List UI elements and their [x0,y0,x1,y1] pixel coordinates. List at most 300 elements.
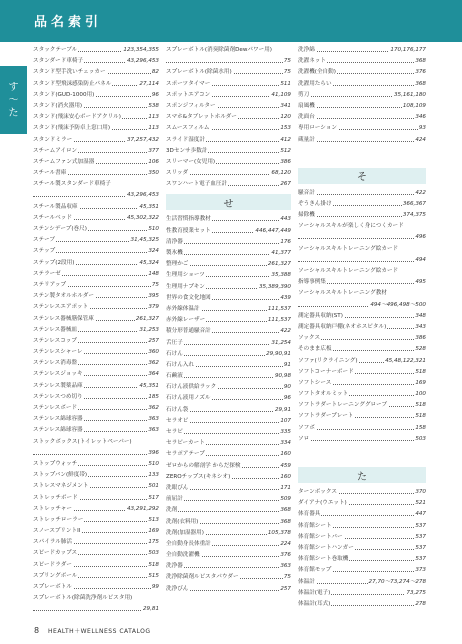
entry-pages: 176 [279,237,291,248]
entry-pages: 370 [414,487,426,498]
index-entry [298,188,426,199]
entry-pages: 368 [414,56,426,67]
entry-term: ステンレス器械皿 [33,325,78,336]
page-footer [34,626,150,635]
entry-term: 洗浄びん [166,584,189,595]
index-entry [33,224,159,235]
index-entry [298,389,426,400]
entry-pages: 510 [147,459,159,470]
index-entry [33,347,159,358]
index-entry [33,582,159,593]
index-entry [298,487,426,498]
index-entry [298,333,426,344]
leader-dots [298,440,426,441]
index-entry [33,459,159,470]
entry-pages: 45,324 [138,258,159,269]
entry-term: 洗剤(衣料用) [166,517,199,528]
index-entry [166,349,291,360]
index-entry [166,472,291,483]
index-entry [166,157,291,168]
index-entry [166,135,291,146]
entry-term: 前屈計 [166,494,184,505]
index-entry [166,584,291,595]
entry-pages: 257 [147,336,159,347]
index-entry [298,112,426,123]
entry-term: ソーシャルスキルトレーニング絵カード [298,266,399,277]
entry-pages: 113 [147,112,159,123]
entry-pages: 346 [414,112,426,123]
entry-pages: 29,81 [142,604,159,615]
entry-term: スタンダード車椅子 [33,56,84,67]
index-entry [33,369,159,380]
entry-term: ソフボ [298,423,316,434]
entry-pages: 45,351 [138,202,159,213]
index-entry [166,572,291,583]
index-entry [166,449,291,460]
index-entry [166,550,291,561]
entry-term: ソーシャルスキルトレーニング教材 [298,288,388,299]
entry-term: 洗濯ネット [298,56,327,67]
index-entry [298,423,426,434]
entry-term: ソフトラダートレーニンググローブ [298,400,388,411]
index-entry [298,378,426,389]
entry-pages: 45,48,122,321 [384,356,426,367]
entry-term: 洗剤 [166,505,178,516]
index-entry [33,414,159,425]
entry-term: ステーブ [33,235,56,246]
leader-dots [298,261,426,262]
entry-term: ストレッチローラー [33,515,84,526]
entry-term: ソックス [298,333,321,344]
entry-pages: 422 [414,188,426,199]
entry-pages: 518 [414,411,426,422]
entry-term: 生活習慣指導教材 [166,214,212,225]
entry-pages: 148 [147,269,159,280]
entry-term: セラピ [166,427,184,438]
entry-pages: 278 [414,599,426,610]
entry-term: ソロ [298,434,310,445]
entry-term: ZEROチップス(キネシオ) [166,472,231,483]
index-entry [33,403,159,414]
index-entry [33,157,159,168]
index-entry [33,314,159,325]
entry-term: 赤外線レーザー [166,315,206,326]
entry-pages: 335 [279,427,291,438]
entry-pages: 75 [283,67,291,78]
index-entry [298,232,426,243]
entry-pages: 517 [147,493,159,504]
entry-pages: 496 [414,232,426,243]
entry-pages: 348 [414,311,426,322]
index-entry [166,67,291,78]
entry-term: ストレスマネジメント [33,481,90,492]
index-entry [166,248,291,259]
index-entry [33,179,159,190]
entry-pages: 386 [414,333,426,344]
entry-term: スリーマー(女児用) [166,157,216,168]
index-column-3 [298,45,426,610]
entry-term: スチールベッド [33,213,73,224]
entry-pages: 350 [147,168,159,179]
entry-pages: 29,90,91 [265,349,291,360]
index-entry [298,56,426,67]
entry-pages: 376 [279,550,291,561]
entry-pages: 537 [414,521,426,532]
entry-term: 体育館シートハンガー [298,543,355,554]
entry-pages: 75 [283,572,291,583]
entry-pages: 31,254 [270,338,291,349]
index-side-tab[interactable] [0,66,27,134]
entry-term: ソーシャルスキルトレーニング絵カード [298,244,399,255]
entry-term: ソフトシース [298,378,332,389]
entry-pages: 459 [279,461,291,472]
entry-pages: 96 [283,393,291,404]
index-entry [33,123,159,134]
entry-pages: 363 [147,414,159,425]
entry-term: 赤外線体温計 [166,304,201,315]
entry-term: 石けん液供給ラック [166,382,217,393]
entry-pages: 90,98 [274,371,291,382]
side-tab-char: 〜 [8,94,19,106]
index-entry [33,470,159,481]
entry-term: スタックテーブル [33,45,78,56]
entry-term: スタンド(飛沫予防卓上窓口用) [33,123,111,134]
entry-term: スプレーボトル(消臭除菌剤Dewパワー用) [166,45,273,56]
entry-term: スプレーボトル(除菌洗浄剤ルビスタ用) [33,593,133,604]
entry-pages: 35,389,390 [258,282,291,293]
entry-pages: 373 [414,565,426,576]
index-entry [33,392,159,403]
index-entry [298,135,426,146]
index-entry [166,405,291,416]
entry-pages: 45,351 [138,381,159,392]
entry-term: ゼロからの解剖学 からだ探検 [166,461,242,472]
entry-term: ぞうきん掛け [298,199,333,210]
entry-term: ステンレス製薬品庫 [33,381,84,392]
entry-term: 体育館シート巻取機 [298,554,349,565]
entry-pages: 170,176,177 [389,45,426,56]
entry-term: ダイアナ(ウエット) [298,498,348,509]
index-entry [298,356,426,367]
entry-pages: 509 [279,494,291,505]
index-entry [166,168,291,179]
entry-pages: 386 [279,157,291,168]
entry-term: 石けん袋 [166,405,189,416]
index-entry [33,593,159,604]
entry-pages: 412 [279,135,291,146]
entry-pages: 224 [279,539,291,550]
entry-term: 体温計(耳式) [298,599,331,610]
entry-pages: 494〜496,498〜500 [369,300,426,311]
index-entry [298,554,426,565]
index-entry [298,255,426,266]
entry-pages: 90 [283,382,291,393]
index-entry [298,588,426,599]
index-entry [33,448,159,459]
entry-term: スパイラル肺活 [33,537,73,548]
entry-pages: 68,120 [270,168,291,179]
index-entry [298,79,426,90]
entry-pages: 518 [147,560,159,571]
entry-term: 石鹸液 [166,371,184,382]
index-entry [298,300,426,311]
entry-term: 体育器具 [298,509,321,520]
entry-term: スチール製スタンダード車椅子 [33,179,112,190]
entry-term: 洗眼びん [166,483,189,494]
entry-term: ソフトタオルミット [298,389,349,400]
entry-pages: 379 [147,302,159,313]
entry-pages: 73,275 [405,588,426,599]
index-entry [33,493,159,504]
entry-term: 洗面台 [298,112,316,123]
index-entry [166,517,291,528]
entry-term: ステンレス綿球容器 [33,425,84,436]
entry-term: ステンレスジョッキ [33,369,84,380]
entry-term: スチームファン式加湿器 [33,157,95,168]
entry-pages: 424 [414,135,426,146]
entry-term: スタンド(GUD-1000用) [33,90,95,101]
index-entry [166,293,291,304]
index-entry [298,322,426,333]
index-entry [166,282,291,293]
index-entry [33,45,159,56]
entry-term: スチール製品収庫 [33,202,79,213]
entry-pages: 364 [147,369,159,380]
entry-pages: 503 [147,548,159,559]
index-entry [298,221,426,232]
entry-pages: 96 [151,90,159,101]
entry-term: 測定器具収納(ST) [298,311,344,322]
entry-pages: 113 [147,123,159,134]
entry-term: 測定器具収納戸棚(ネオホスピタル) [298,322,387,333]
index-entry [166,528,291,539]
entry-term: スピードラダー [33,560,73,571]
entry-term: スピードカップス [33,548,78,559]
index-entry [166,427,291,438]
entry-pages: 324 [147,246,159,257]
entry-pages: 43,296,453 [126,190,159,201]
entry-term: スチームアイロン [33,146,78,157]
entry-term: 積分形普通騒音計 [166,326,212,337]
entry-pages: 158 [414,423,426,434]
entry-term: ステラーゼ [33,269,62,280]
entry-pages: 82 [151,67,159,78]
index-entry [33,112,159,123]
section-header-so: そ [298,168,426,184]
index-entry [298,367,426,378]
entry-pages: 169 [147,526,159,537]
index-entry [166,393,291,404]
entry-term: ステンレス消毒盤 [33,358,78,369]
leader-dots [298,238,426,239]
entry-pages: 41,377 [270,248,291,259]
entry-pages: 362 [147,358,159,369]
entry-pages: 518 [414,367,426,378]
entry-term: ストップバン(鮮度帯) [33,470,88,481]
index-entry [166,505,291,516]
index-entry [33,246,159,257]
index-entry [166,416,291,427]
index-entry [166,338,291,349]
entry-term: 製氷機 [166,248,184,259]
entry-term: 性教育授業セット [166,226,212,237]
entry-pages: 171 [279,483,291,494]
entry-term: スチール書庫 [33,168,67,179]
entry-term: 体育館シート [298,521,333,532]
entry-term: 舌圧子 [166,338,184,349]
entry-term: 石けん [166,349,184,360]
index-entry [166,494,291,505]
entry-pages: 515 [147,571,159,582]
index-entry [298,565,426,576]
index-entry [166,270,291,281]
entry-pages: 512 [279,146,291,157]
entry-pages: 537 [414,543,426,554]
index-entry [298,45,426,56]
index-entry [166,259,291,270]
entry-term: 専用ローション [298,123,338,134]
entry-pages: 169 [414,378,426,389]
index-entry [166,90,291,101]
entry-term: 体温計 [298,577,316,588]
index-entry [33,146,159,157]
entry-pages: 35,388 [270,270,291,281]
index-entry [298,543,426,554]
leader-dots [298,194,426,195]
index-entry [33,67,159,78]
index-entry [166,483,291,494]
entry-pages: 27,70〜73,274〜278 [368,577,426,588]
entry-pages: 111,537 [267,315,291,326]
index-entry [166,304,291,315]
entry-term: 整理かご [166,259,189,270]
leader-dots [33,454,159,455]
entry-term: そのまま広板 [298,344,333,355]
entry-pages: 501 [147,481,159,492]
entry-term: スプレーボトル(除菌水用) [166,67,233,78]
index-entry [33,213,159,224]
entry-term: セラオビ [166,416,189,427]
entry-term: スプリングボール [33,571,78,582]
index-entry [33,358,159,369]
entry-term: ステップ [33,246,56,257]
entry-term: スポットエアコン [166,90,211,101]
index-entry [33,537,159,548]
index-entry [166,371,291,382]
entry-term: 騒音計 [298,188,316,199]
page-title: 品名索引 [34,15,103,30]
index-entry [166,237,291,248]
entry-pages: 75 [283,56,291,67]
entry-term: スタンド型手洗いチェッカー [33,67,107,78]
entry-pages: 494 [414,255,426,266]
entry-pages: 153 [279,123,291,134]
index-entry [298,244,426,255]
entry-term: 体育館シートバー [298,532,344,543]
entry-pages: 521 [414,498,426,509]
leader-dots [166,511,291,512]
entry-term: 扇風機 [298,101,316,112]
index-entry [298,532,426,543]
entry-pages: 537 [414,532,426,543]
index-entry [33,79,159,90]
entry-pages: 185 [147,392,159,403]
entry-pages: 368 [414,79,426,90]
entry-term: ストップウォッチ [33,459,78,470]
entry-pages: 447 [414,509,426,520]
index-entry [33,302,159,313]
entry-pages: 343 [414,322,426,333]
index-entry [33,168,159,179]
index-entry [298,288,426,299]
entry-term: セラピーカート [166,438,206,449]
index-entry [298,411,426,422]
entry-pages: 362 [147,403,159,414]
index-entry [33,381,159,392]
entry-term: ソーシャルスキルが楽しく身につくカード [298,221,405,232]
index-entry [33,604,159,615]
entry-pages: 443 [279,214,291,225]
entry-term: 蔵量計 [298,135,316,146]
entry-pages: 267 [279,179,291,190]
entry-pages: 510 [147,224,159,235]
index-entry [33,202,159,213]
entry-term: 指導事例集 [298,277,327,288]
entry-pages: 43,291,292 [126,504,159,515]
index-entry [33,90,159,101]
entry-term: スポンジフィルター [166,101,217,112]
entry-pages: 261,327 [135,314,159,325]
index-entry [33,504,159,515]
entry-pages: 396 [147,448,159,459]
entry-term: 洗浄除菌剤ルビスタパウダー [166,572,240,583]
entry-term: スライド湿度計 [166,135,206,146]
entry-term: ステンレスコップ [33,336,78,347]
entry-term: 洗浄器 [166,561,184,572]
entry-pages: 91 [283,360,291,371]
entry-term: 剪刀 [298,90,310,101]
entry-term: ステンレス器械膳保管庫 [33,314,95,325]
entry-term: スタンドミラー [33,135,73,146]
entry-pages: 31,253 [138,325,159,336]
index-entry [33,336,159,347]
index-entry [298,434,426,445]
entry-term: ストックボックス(トイレットペーパー) [33,437,133,448]
index-entry [298,277,426,288]
entry-term: スマホ&タブレットホルダー [166,112,238,123]
entry-term: ステンレスつめ切り [33,392,84,403]
leader-dots [166,62,291,63]
leader-dots [166,567,291,568]
index-entry [166,360,291,371]
entry-term: スタンド(飛沫安心ボードアクリル) [33,112,122,123]
leader-dots [166,377,291,378]
leader-dots [33,610,159,611]
entry-pages: 111,537 [267,304,291,315]
index-entry [166,45,291,56]
index-entry [166,315,291,326]
entry-term: ターンボックス [298,487,338,498]
index-entry [33,280,159,291]
entry-pages: 43,296,453 [126,56,159,67]
index-entry [166,214,291,225]
entry-pages: 422 [279,326,291,337]
index-entry [298,521,426,532]
index-entry [298,311,426,322]
index-entry [166,326,291,337]
entry-term: ステリアップ [33,280,67,291]
entry-term: 洗浄綿 [298,45,316,56]
